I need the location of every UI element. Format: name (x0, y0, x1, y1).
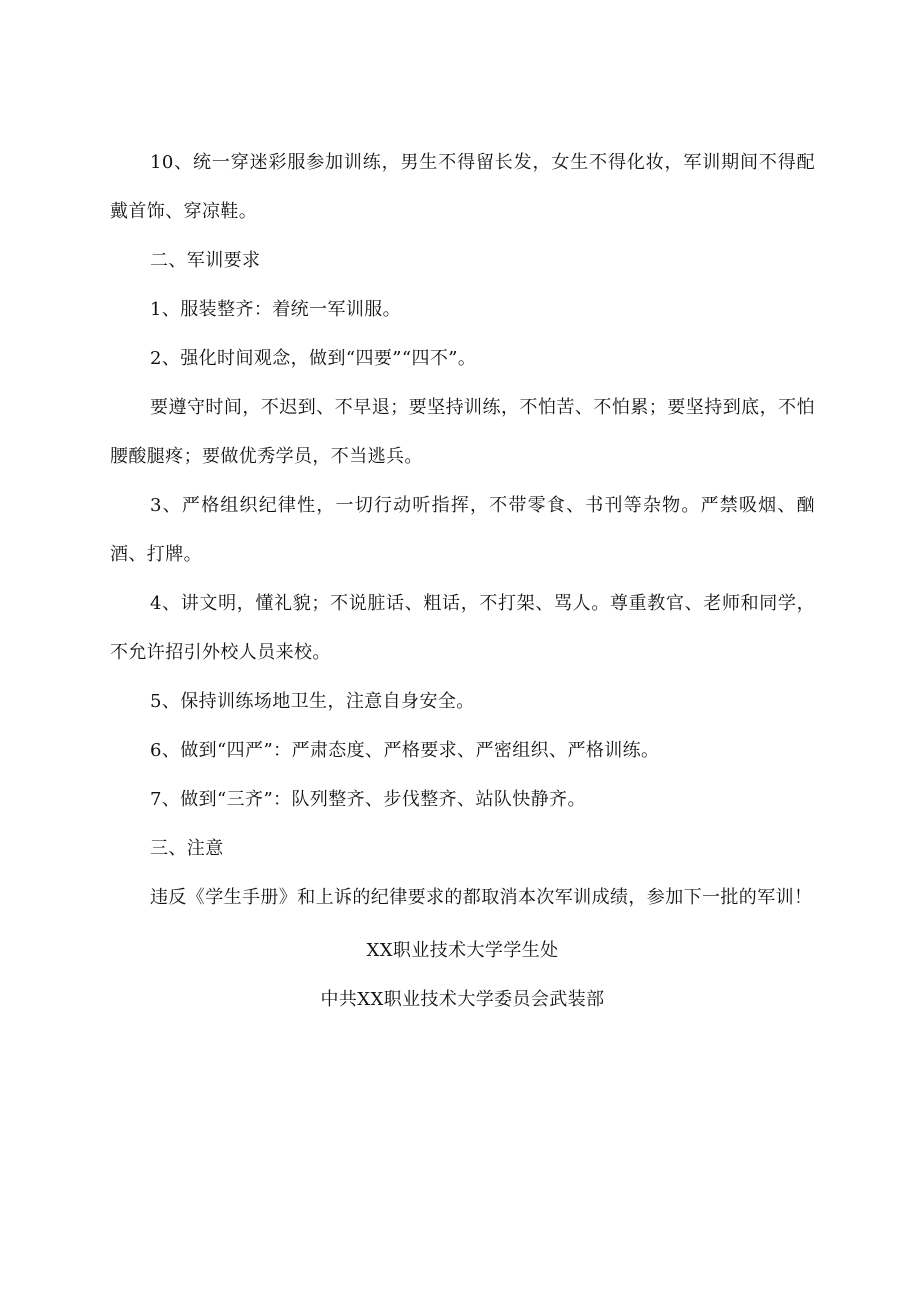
section-heading-requirements: 二、军训要求 (150, 250, 261, 271)
rule-10-paragraph: 10、统一穿迷彩服参加训练，男生不得留长发，女生不得化妆，军训期间不得配戴首饰、穿凉鞋。 (110, 152, 815, 222)
document-body (110, 138, 815, 1024)
requirement-2-detail-paragraph: 要遵守时间，不迟到、不早退；要坚持训练，不怕苦、不怕累；要坚持到底，不怕腰酸腿疼；要做优秀学员，不当逃兵。 (110, 397, 815, 467)
requirement-5-paragraph: 5、保持训练场地卫生，注意自身安全。 (150, 691, 475, 712)
notice-paragraph: 违反《学生手册》和上诉的纪律要求的都取消本次军训成绩，参加下一批的军训！ (150, 887, 813, 908)
requirement-1-paragraph: 1、服装整齐：着统一军训服。 (150, 299, 402, 320)
section-heading-notice: 三、注意 (150, 838, 224, 859)
requirement-6-paragraph: 6、做到“四严”：严肃态度、严格要求、严密组织、严格训练。 (150, 740, 660, 761)
requirement-7-paragraph: 7、做到“三齐”：队列整齐、步伐整齐、站队快静齐。 (150, 789, 586, 810)
requirement-2-paragraph: 2、强化时间观念，做到“四要”“四不”。 (150, 348, 477, 369)
signature-line-student-office: XX职业技术大学学生处 (366, 940, 559, 961)
requirement-3-paragraph: 3、严格组织纪律性，一切行动听指挥，不带零食、书刊等杂物。严禁吸烟、酗酒、打牌。 (110, 495, 815, 565)
requirement-4-paragraph: 4、讲文明，懂礼貌；不说脏话、粗话，不打架、骂人。尊重教官、老师和同学，不允许招引外校人员来校。 (110, 593, 815, 663)
signature-line-armed-forces-dept: 中共XX职业技术大学委员会武装部 (320, 989, 605, 1010)
